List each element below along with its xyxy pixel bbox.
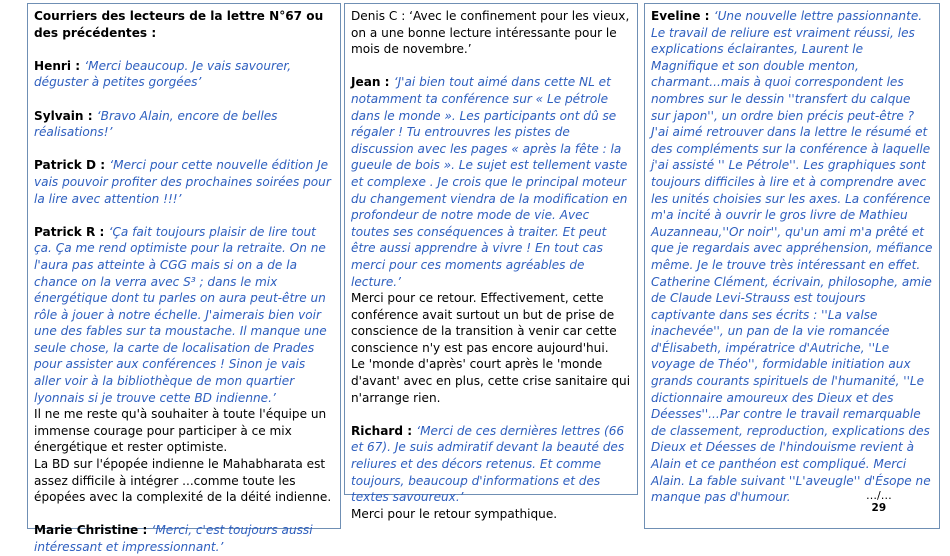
reply-text: Merci pour ce retour. Effectivement, cette conférence avait surtout un but de prise de conscience de la transition à venir car cette conscience n'y est pas encore aujourd'hui. <box>351 291 617 355</box>
section-title: Courriers des lecteurs de la lettre N°67 ou des précédentes : <box>34 9 324 40</box>
continuation-mark: …/… <box>866 489 892 502</box>
quote-text: ‘Ça fait toujours plaisir de lire tout ça. Ça me rend optimiste pour la retraite. On ne l'aura pas atteinte à CGG mais si on a de la chance on la verra avec S³ ; dans le mix énergétique dont tu parles on aura peut-être un rôle à jouer à notre échelle. J'aimerais bien voir une des fables sur ta moustache. Il manque une seule chose, la carte de localisation de Prades pour assister aux conférences ! Sinon je vais aller voir à la bibliothèque de mon quartier lyonnais si je trouve cette BD indienne.’ <box>34 224 327 405</box>
reply-text: Merci pour le retour sympathique. <box>351 506 558 521</box>
letter-eveline <box>651 8 933 506</box>
letters-column-2 <box>344 3 638 521</box>
letter-marie-christine <box>34 522 334 555</box>
quote-text: ‘Merci pour cette nouvelle édition Je vais pouvoir profiter des prochaines soirées pour la lire avec attention !!!’ <box>34 158 331 206</box>
reply-text: Il ne me reste qu'à souhaiter à toute l'équipe un immense courage pour participer à ce mix énergétique et rester optimiste. <box>34 407 327 455</box>
author-name: Patrick D : <box>34 158 110 173</box>
author-name: Jean : <box>351 75 394 90</box>
letter-patrick-d <box>34 157 334 207</box>
quote-text: ‘Merci de ces dernières lettres (66 et 67). Je suis admiratif devant la beauté des reliures et des décors retenus. Et comme toujours, beaucoup d'informations et des textes savoureux.’ <box>351 423 625 505</box>
author-name: Henri : <box>34 58 85 73</box>
letter-richard <box>351 423 631 506</box>
reply-text: La BD sur l'épopée indienne le Mahabharata est assez difficile à intégrer ...comme toute les épopées avec la complexité de la déité indienne. <box>34 457 332 505</box>
quote-text: ‘J'ai bien tout aimé dans cette NL et notamment ta conférence sur « Le pétrole dans le monde ». Les participants ont dû se régaler ! Tu entrouvres les pistes de discussion avec les pages « après la fête : la gueule de bois ». Le sujet est tellement vaste et complexe . Je crois que le principal moteur du changement viendra de la modification en profondeur de notre mode de vie. Avec toutes ses conséquences à traiter. Et peut être aussi apprendre à vivre ! En tout cas merci pour ces moments agréables de lecture.’ <box>351 75 628 289</box>
reply-text: Le 'monde d'après' court après le 'monde d'avant' avec en plus, cette crise sanitaire qui n'arrange rien. <box>351 357 631 405</box>
letter-jean <box>351 74 631 290</box>
letter-sylvain <box>34 108 334 141</box>
page-number: 29 <box>871 502 887 514</box>
letter-denis: Denis C : ‘Avec le confinement pour les vieux, on a une bonne lecture intéressante pour le mois de novembre.’ <box>351 9 630 57</box>
letters-column-3 <box>644 3 940 529</box>
author-name: Sylvain : <box>34 108 97 123</box>
letter-patrick-r <box>34 224 334 407</box>
author-name: Marie Christine : <box>34 523 152 538</box>
quote-text: ‘Bravo Alain, encore de belles réalisations!’ <box>34 108 278 140</box>
page-footer <box>866 489 892 515</box>
quote-text: ‘Une nouvelle lettre passionnante. Le travail de reliure est vraiment réussi, les explications éclairantes, Laurent le Magnifique et son double menton, charmant...mais à quoi correspondent les nombres sur le dessin ''transfert du calque sur japon'', un ordre bien précis peut-être ? J'ai aimé retrouver dans la lettre le résumé et des compléments sur la conférence à laquelle j'ai assisté '' Le Pétrole''. Les graphiques sont toujours difficiles à lire et à comprendre avec les unités choisies sur les axes. La conférence m'a incité à ouvrir le gros livre de Mathieu Auzanneau,''Or noir'', qu'un ami m'a prêté et que je regardais avec appréhension, méfiance même. Je le trouve très intéressant en effet. Catherine Clément, écrivain, philosophe, amie de Claude Levi-Strauss est toujours captivante dans ses écrits : ''La valse inachevée'', un pan de la vie romancée d'Élisabeth, impératrice d'Autriche, ''Le voyage de Théo'', formidable initiation aux grands courants spirituels de l'humanité, ''Le dictionnaire amoureux des Dieux et des Déesses''...Par contre le travail remarquable de classement, reproduction, explications des Dieux et Déesses de l'hindouisme revient à Alain et ce panthéon est compliqué. Merci Alain. La fable suivant ''L'aveugle'' d'Ésope ne manque pas d'humour. <box>651 9 933 505</box>
letters-column-1 <box>27 3 341 554</box>
quote-text: ‘Merci, c'est toujours aussi intéressant et impressionnant.’ <box>34 523 313 554</box>
author-name: Patrick R : <box>34 224 109 239</box>
author-name: Eveline : <box>651 9 714 23</box>
quote-text: ‘Merci beaucoup. Je vais savourer, déguster à petites gorgées’ <box>34 58 292 90</box>
letter-henri <box>34 58 334 91</box>
author-name: Richard : <box>351 423 417 438</box>
